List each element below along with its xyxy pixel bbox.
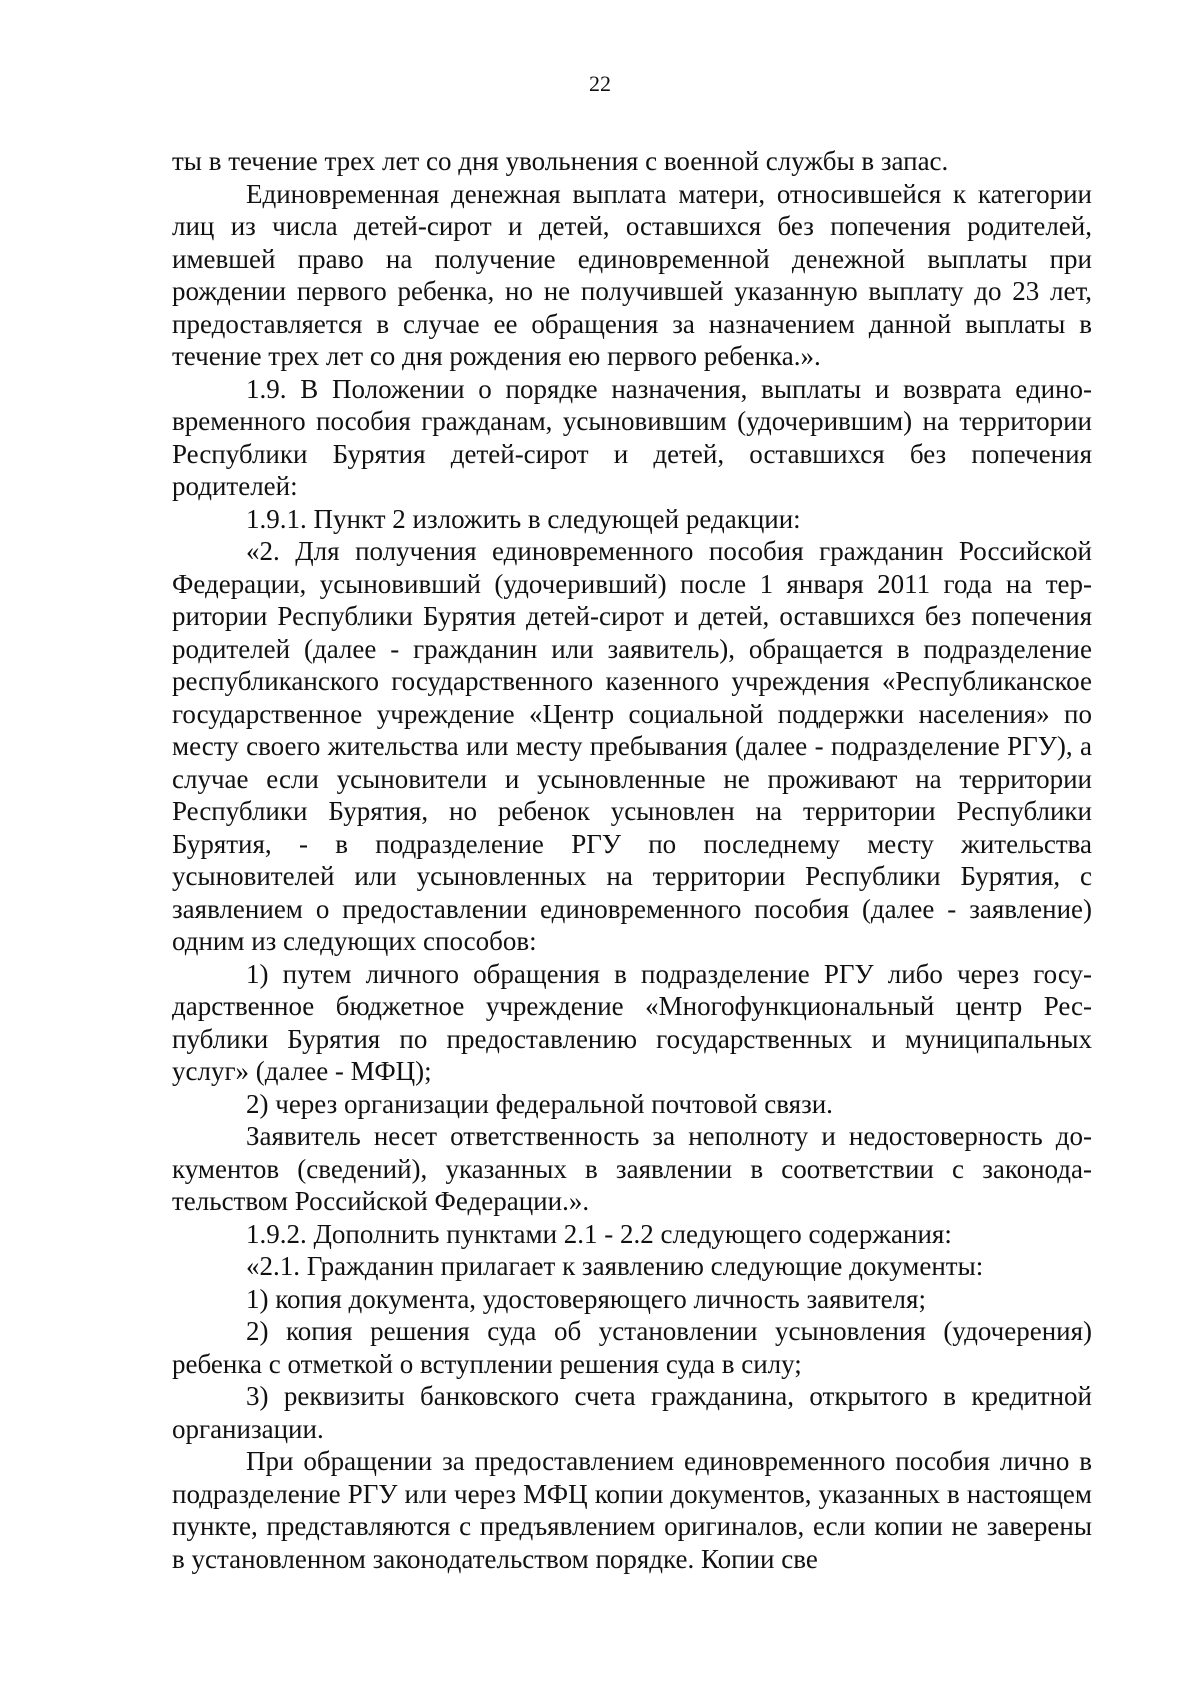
paragraph-method-2: 2) через организации федеральной почтовой связи. bbox=[246, 1088, 833, 1119]
paragraph-method-1: 1) путем личного обращения в подразделение РГУ либо через государственное бюджетное учреждение «Многофункциональный центр Республики Бурятия по предоставлению государственных и муниципальных услуг» (далее - МФЦ); bbox=[172, 958, 1092, 1086]
paragraph-document-1: 1) копия документа, удостоверяющего личность заявителя; bbox=[246, 1283, 926, 1314]
paragraph-point-2-1: «2.1. Гражданин прилагает к заявлению следующие документы: bbox=[246, 1251, 984, 1281]
paragraph-item-1-9-2: 1.9.2. Дополнить пунктами 2.1 - 2.2 следующего содержания: bbox=[246, 1218, 952, 1249]
paragraph-copies: При обращении за предоставлением единовременного пособия лично в подразделение РГУ или через МФЦ копии документов, указанных в настоящем пункте, представляются с предъявлением оригиналов, если копии не заверены в установленном законодательством порядке. Копии све bbox=[172, 1446, 1092, 1574]
paragraph-item-1-9: 1.9. В Положении о порядке назначения, выплаты и возврата единовременного пособия гражданам, усыновившим (удочерившим) на территории Республики Бурятия детей-сирот и детей, оставшихся без попечения родителей: bbox=[172, 373, 1092, 501]
paragraph-lump-sum-mother: Единовременная денежная выплата матери, относившейся к категории лиц из числа детей-сирот и детей, оставшихся без попечения родителей, имевшей право на получение единовременной денежной выплаты при рождении первого ребенка, но не получившей указанную выплату до 23 лет, предоставляется в случае ее обращения за назначением данной выплаты в течение трех лет со дня рождения ею первого ребенка.». bbox=[172, 178, 1092, 371]
document-body bbox=[172, 145, 1092, 1575]
paragraph-responsibility: Заявитель несет ответственность за неполноту и недостоверность документов (сведений), указанных в заявлении в соответствии с законодательством Российской Федерации.». bbox=[172, 1121, 1092, 1216]
paragraph-item-1-9-1: 1.9.1. Пункт 2 изложить в следующей редакции: bbox=[246, 503, 801, 534]
page-number: 22 bbox=[589, 71, 611, 96]
paragraph-continuation: ты в течение трех лет со дня увольнения с военной службы в запас. bbox=[172, 146, 949, 176]
paragraph-document-3: 3) реквизиты банковского счета гражданина, открытого в кредитной организации. bbox=[172, 1381, 1092, 1444]
paragraph-document-2: 2) копия решения суда об установлении усыновления (удочерения) ребенка с отметкой о вступлении решения суда в силу; bbox=[172, 1316, 1092, 1379]
paragraph-point-2: «2. Для получения единовременного пособия гражданин Российской Федерации, усыновивший (удочеривший) после 1 января 2011 года на территории Республики Бурятия детей-сирот и детей, оставшихся без попечения родителей (далее - гражданин или заявитель), обращается в подразделение республиканского государственного казенного учреждения «Республиканское государственное учреждение «Центр социальной поддержки населения» по месту своего жительства или месту пребывания (далее - подразделение РГУ), а случае если усыновители и усыновленные не проживают на территории Республики Бурятия, но ребенок усыновлен на территории Республики Бурятия, - в подразделение РГУ по последнему месту жительства усыновителей или усыновленных на территории Республики Бурятия, с заявлением о предоставлении единовременного пособия (далее - заявление) одним из следующих способов: bbox=[172, 536, 1092, 956]
